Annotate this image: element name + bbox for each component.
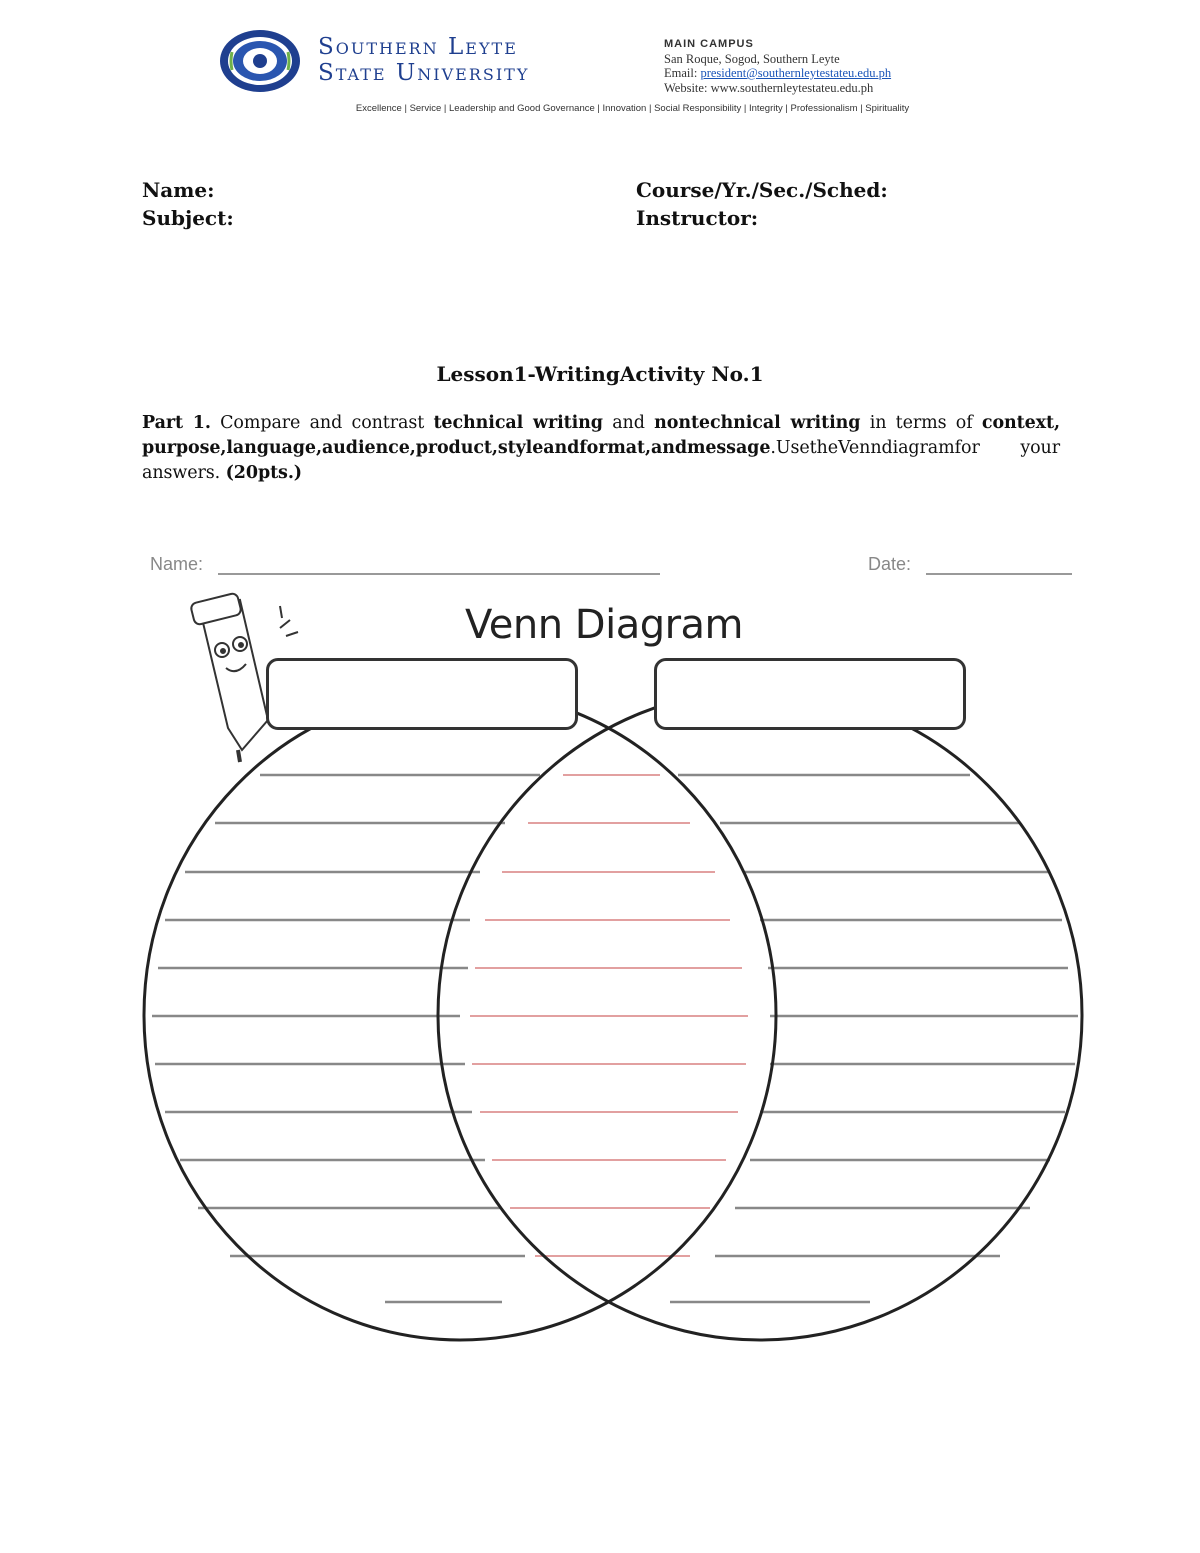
university-name-line1: Southern Leyte [318, 34, 518, 60]
points-label: (20pts.) [225, 463, 302, 483]
term-technical-writing: technical writing [433, 413, 603, 433]
right-writing-lines[interactable] [670, 775, 1078, 1302]
name-label: Name: [142, 178, 215, 202]
university-seal-icon [218, 28, 302, 94]
left-circle-label-box[interactable] [266, 658, 578, 730]
instruction-text-2: and [612, 413, 645, 433]
student-info-left [142, 176, 234, 232]
right-circle-label-value [657, 661, 963, 701]
instruction-text-4: .UsetheVenndiagramfor your answers. [142, 438, 1060, 483]
subject-label: Subject: [142, 206, 234, 230]
campus-contact-block [664, 37, 891, 95]
university-name-line2: State University [318, 60, 530, 86]
worksheet-date-label: Date: [868, 554, 912, 574]
website-label: Website: [664, 80, 708, 95]
website-line [664, 81, 891, 96]
email-label: Email: [664, 66, 698, 80]
right-circle-label-box[interactable] [654, 658, 966, 730]
venn-diagram-title: Venn Diagram [465, 602, 744, 648]
email-line [664, 66, 891, 81]
student-info-right [636, 176, 888, 232]
worksheet-name-label: Name: [150, 554, 204, 574]
instructions [142, 411, 1060, 486]
core-values: Excellence | Service | Leadership and Good Governance | Innovation | Social Responsibility | Integrity | Professionalism | Spirituality [355, 103, 910, 114]
university-name [318, 34, 529, 86]
instruction-text-3: in terms of [869, 413, 973, 433]
overlap-writing-lines[interactable] [470, 775, 748, 1256]
venn-worksheet [130, 540, 1090, 1360]
part-label: Part 1. [142, 413, 211, 433]
term-nontechnical-writing: nontechnical writing [654, 413, 861, 433]
activity-title: Lesson1-WritingActivity No.1 [436, 362, 764, 386]
website-link[interactable]: www.southernleytestateu.edu.ph [710, 80, 874, 95]
instructor-label: Instructor: [636, 206, 759, 230]
email-link[interactable]: president@southernleytestateu.edu.ph [700, 66, 892, 80]
campus-address: San Roque, Sogod, Southern Leyte [664, 51, 840, 66]
comparison-criteria: context, purpose,language,audience,product,styleandformat,andmessage [142, 413, 1060, 458]
letterhead [0, 0, 1200, 130]
course-label: Course/Yr./Sec./Sched: [636, 178, 888, 202]
instruction-text-1: Compare and contrast [220, 413, 425, 433]
campus-title: MAIN CAMPUS [664, 38, 754, 50]
left-circle-label-value [269, 661, 575, 701]
